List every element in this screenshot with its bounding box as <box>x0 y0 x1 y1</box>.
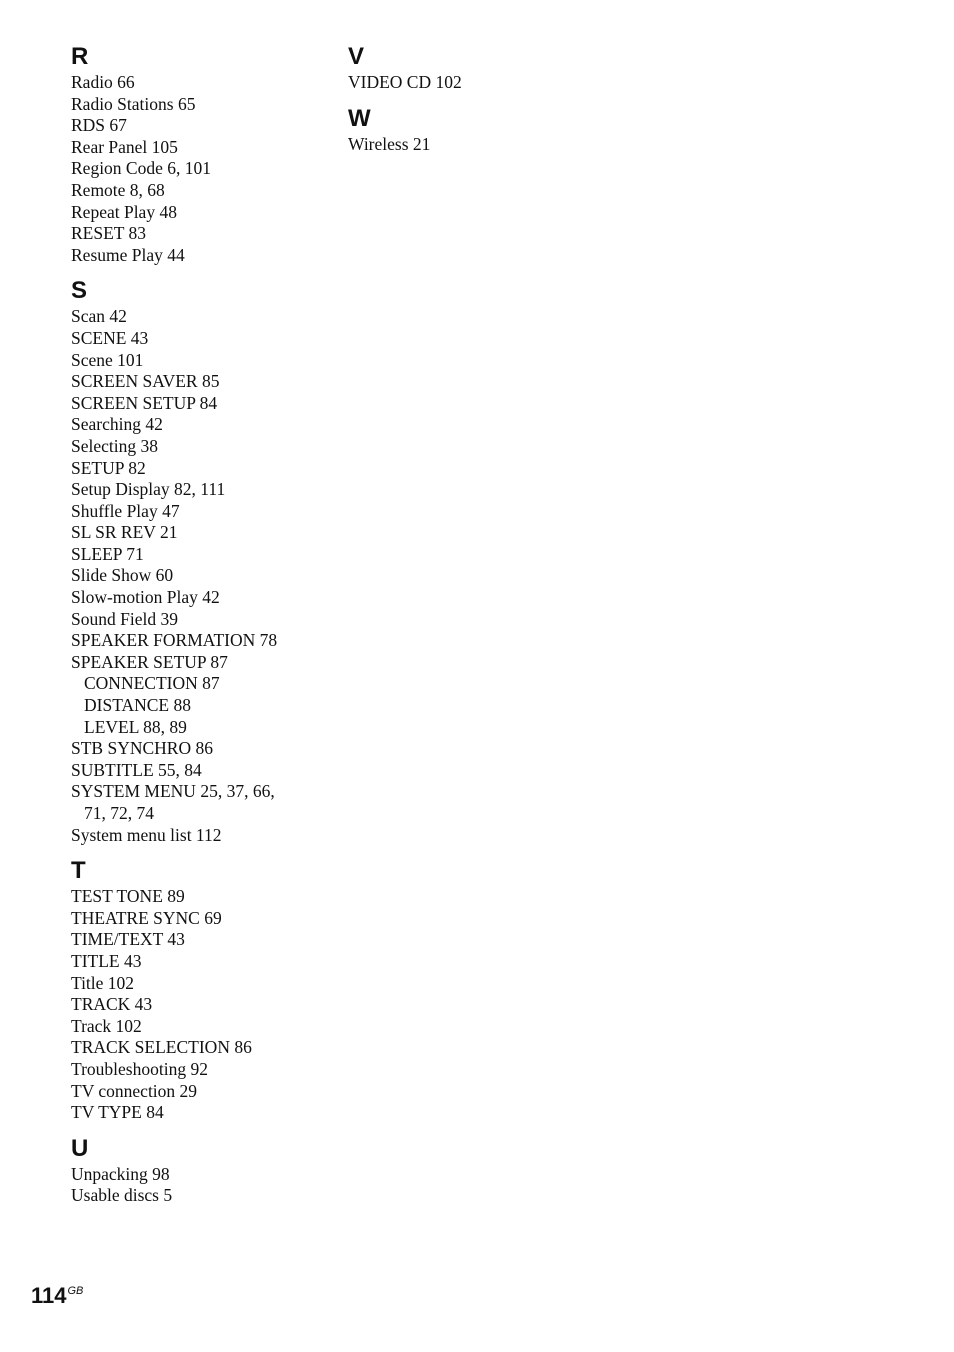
entry-text: TEST TONE 89 <box>71 886 185 907</box>
index-entry <box>71 371 331 393</box>
section-letter: V <box>348 43 365 70</box>
index-entry <box>71 328 331 350</box>
entry-text: TIME/TEXT 43 <box>71 929 185 950</box>
index-entry <box>71 458 331 480</box>
index-entry <box>71 630 331 652</box>
index-entry <box>71 565 331 587</box>
entry-list <box>348 134 608 156</box>
index-section <box>71 856 331 1124</box>
index-entry <box>71 994 331 1016</box>
index-section <box>348 104 608 156</box>
index-entry <box>71 1081 331 1103</box>
entry-text: Slide Show 60 <box>71 565 174 586</box>
index-entry <box>71 1037 331 1059</box>
section-letter: R <box>71 43 89 70</box>
entry-text: LEVEL 88, 89 <box>84 716 187 737</box>
index-entry <box>71 223 331 245</box>
entry-text: SUBTITLE 55, 84 <box>71 759 202 780</box>
page-number: 114 <box>31 1283 67 1308</box>
index-subentry <box>71 717 331 739</box>
section-letter: U <box>71 1134 89 1162</box>
entry-text: THEATRE SYNC 69 <box>71 907 222 928</box>
index-section <box>348 42 608 94</box>
entry-text: RESET 83 <box>71 223 147 244</box>
entry-text: Radio 66 <box>71 72 135 92</box>
index-entry <box>71 1016 331 1038</box>
entry-text: Resume Play 44 <box>71 244 185 265</box>
index-column-left <box>71 42 331 1217</box>
index-entry <box>71 1102 331 1124</box>
entry-text: SPEAKER SETUP 87 <box>71 651 228 672</box>
index-entry <box>71 951 331 973</box>
entry-text: SL SR REV 21 <box>71 522 178 543</box>
entry-text: TITLE 43 <box>71 950 142 971</box>
index-entry <box>71 479 331 501</box>
entry-text: TRACK 43 <box>71 994 153 1015</box>
entry-text: Track 102 <box>71 1015 142 1036</box>
index-entry <box>71 1164 331 1186</box>
entry-text: Rear Panel 105 <box>71 136 178 157</box>
entry-text: Setup Display 82, 111 <box>71 479 226 500</box>
entry-text: TRACK SELECTION 86 <box>71 1037 252 1058</box>
entry-text: Troubleshooting 92 <box>71 1058 208 1079</box>
entry-text: SETUP 82 <box>71 457 146 478</box>
entry-list <box>71 1164 331 1207</box>
index-section <box>71 276 331 846</box>
index-entry <box>71 1185 331 1207</box>
entry-text: Unpacking 98 <box>71 1163 170 1184</box>
entry-text: CONNECTION 87 <box>84 673 220 694</box>
index-entry <box>71 652 331 674</box>
index-entry <box>71 180 331 202</box>
index-entry <box>71 137 331 159</box>
entry-text: Slow-motion Play 42 <box>71 587 220 608</box>
index-entry <box>71 501 331 523</box>
entry-text: Region Code 6, 101 <box>71 158 211 179</box>
entry-continuation: 71, 72, 74 <box>84 803 154 823</box>
entry-text: STB SYNCHRO 86 <box>71 738 213 759</box>
index-entry <box>71 825 331 847</box>
index-entry <box>71 908 331 930</box>
index-entry <box>71 72 331 94</box>
section-letter: W <box>348 104 371 132</box>
page-footer <box>31 1283 83 1309</box>
entry-text: SYSTEM MENU 25, 37, 66, <box>71 781 275 802</box>
entry-text: Remote 8, 68 <box>71 179 165 200</box>
entry-text: TV connection 29 <box>71 1080 198 1101</box>
entry-text: Radio Stations 65 <box>71 93 196 114</box>
index-entry <box>71 781 331 824</box>
index-entry <box>71 436 331 458</box>
index-entry <box>71 1059 331 1081</box>
index-entry <box>71 115 331 137</box>
index-entry <box>71 886 331 908</box>
entry-text: Shuffle Play 47 <box>71 500 180 521</box>
index-entry <box>71 738 331 760</box>
page-suffix: GB <box>67 1285 84 1297</box>
index-entry <box>71 973 331 995</box>
index-entry <box>348 72 608 94</box>
entry-text: SPEAKER FORMATION 78 <box>71 630 278 651</box>
entry-list <box>71 72 331 266</box>
index-entry <box>71 158 331 180</box>
index-entry <box>71 929 331 951</box>
entry-text: Usable discs 5 <box>71 1185 173 1206</box>
entry-text: System menu list 112 <box>71 824 222 845</box>
entry-text: DISTANCE 88 <box>84 695 191 716</box>
index-entry <box>71 609 331 631</box>
section-letter: S <box>71 277 88 305</box>
entry-text: SCENE 43 <box>71 327 149 348</box>
index-entry <box>71 522 331 544</box>
entry-text: TV TYPE 84 <box>71 1102 164 1123</box>
index-entry <box>71 393 331 415</box>
index-section <box>71 42 331 266</box>
index-entry <box>348 134 608 156</box>
index-section <box>71 1134 331 1207</box>
entry-text: Scene 101 <box>71 349 144 370</box>
entry-text: VIDEO CD 102 <box>348 72 462 92</box>
entry-text: Searching 42 <box>71 414 163 435</box>
entry-text: SLEEP 71 <box>71 543 144 564</box>
entry-text: SCREEN SETUP 84 <box>71 392 218 413</box>
index-entry <box>71 587 331 609</box>
entry-list <box>71 886 331 1124</box>
entry-text: Selecting 38 <box>71 435 158 456</box>
index-column-right <box>348 42 608 165</box>
index-entry <box>71 245 331 267</box>
index-entry <box>71 306 331 328</box>
entry-list <box>71 306 331 846</box>
entry-text: RDS 67 <box>71 115 127 136</box>
entry-text: Scan 42 <box>71 306 127 327</box>
entry-text: Repeat Play 48 <box>71 201 177 222</box>
index-entry <box>71 760 331 782</box>
entry-list <box>348 72 608 94</box>
index-entry <box>71 544 331 566</box>
entry-text: Title 102 <box>71 972 135 993</box>
entry-text: Wireless 21 <box>348 133 431 154</box>
section-letter: T <box>71 857 86 885</box>
entry-text: Sound Field 39 <box>71 608 178 629</box>
index-entry <box>71 414 331 436</box>
entry-text: SCREEN SAVER 85 <box>71 371 220 392</box>
index-subentry <box>71 695 331 717</box>
index-entry <box>71 202 331 224</box>
index-entry <box>71 350 331 372</box>
index-subentry <box>71 673 331 695</box>
index-entry <box>71 94 331 116</box>
